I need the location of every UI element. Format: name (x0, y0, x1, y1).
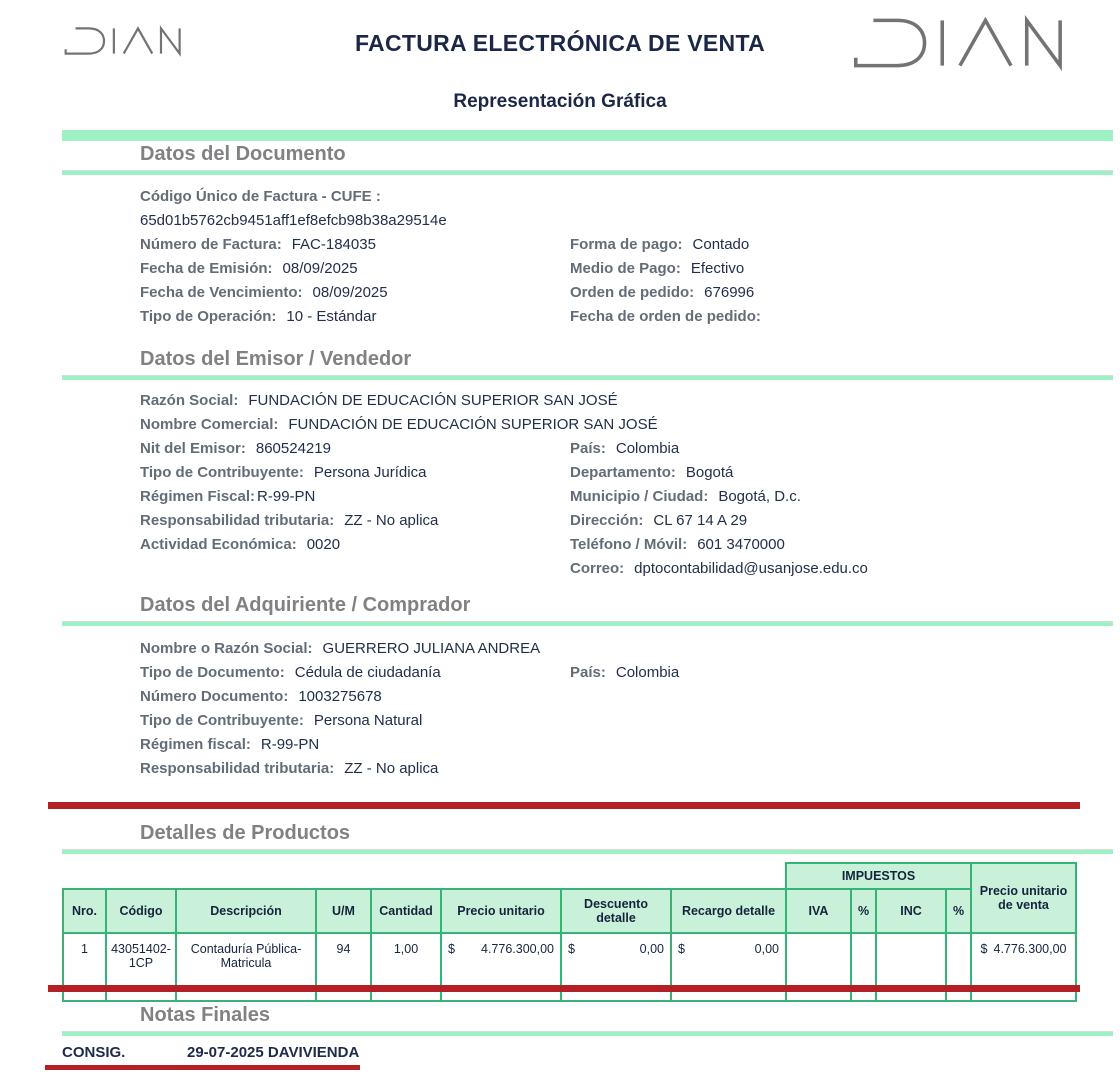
field-label: Medio de Pago: (570, 259, 681, 277)
field-row-medio-pago (570, 256, 771, 280)
cell-cantidad: 1,00 (371, 933, 441, 1001)
column-header-recargo: Recargo detalle (671, 889, 786, 933)
column-header-um: U/M (316, 889, 371, 933)
field-label: Dirección: (570, 511, 644, 529)
field-row-cufe (140, 184, 1113, 208)
field-value: Cédula de ciudadanía (294, 663, 441, 681)
field-value: Efectivo (690, 259, 745, 277)
field-row-orden-pedido (570, 280, 771, 304)
field-row-correo (570, 556, 868, 580)
field-label: Actividad Económica: (140, 535, 297, 553)
red-divider-bottom (48, 985, 1080, 992)
field-row-nombre-comercial (140, 412, 1113, 436)
dian-logo-right (842, 12, 1068, 74)
field-value: R-99-PN (257, 487, 316, 505)
field-value: ZZ - No aplica (344, 511, 439, 529)
column-header-iva-pct: % (851, 889, 876, 933)
field-label: Orden de pedido: (570, 283, 695, 301)
emisor-right-column (570, 436, 868, 580)
red-divider-top (48, 802, 1080, 809)
field-value: 08/09/2025 (282, 259, 358, 277)
documento-right-column (570, 232, 771, 328)
section-title-adquiriente: Datos del Adquiriente / Comprador (62, 594, 1113, 622)
field-row-municipio (570, 484, 868, 508)
field-label: Número Documento: (140, 687, 289, 705)
field-value: CL 67 14 A 29 (653, 511, 748, 529)
field-value: dptocontabilidad@usanjose.edu.co (634, 559, 868, 577)
field-label: Tipo de Operación: (140, 307, 277, 325)
field-row-razon-social (140, 388, 1113, 412)
field-label: Forma de pago: (570, 235, 683, 253)
field-label: Responsabilidad tributaria: (140, 759, 335, 777)
section-emisor-header (62, 348, 1113, 380)
cufe-value: 65d01b5762cb9451aff1ef8efcb98b38a29514e (140, 211, 447, 229)
currency-symbol: $ (568, 942, 575, 956)
note-consig: CONSIG. (62, 1044, 126, 1061)
amount: 4.776.300,00 (993, 942, 1067, 956)
column-header-inc: INC (876, 889, 946, 933)
field-row-numero-documento (140, 684, 1113, 708)
field-value: R-99-PN (260, 735, 320, 753)
section-title-notas: Notas Finales (62, 1004, 1113, 1032)
field-label: Régimen Fiscal: (140, 487, 256, 505)
amount: 4.776.300,00 (481, 942, 554, 956)
section-title-productos: Detalles de Productos (62, 822, 1113, 850)
adquiriente-right-column (570, 660, 679, 684)
column-header-precio-unitario: Precio unitario (441, 889, 561, 933)
cell-nro: 1 (63, 933, 106, 1001)
field-label: Nombre Comercial: (140, 415, 279, 433)
field-value: 860524219 (255, 439, 331, 457)
field-label: Tipo de Documento: (140, 663, 285, 681)
amount: 0,00 (639, 942, 664, 956)
column-header-precio-venta: Precio unitario de venta (971, 863, 1076, 933)
field-value: Persona Natural (313, 711, 423, 729)
field-value: Persona Jurídica (313, 463, 427, 481)
table-header-spacer (63, 863, 786, 889)
field-value: 08/09/2025 (312, 283, 388, 301)
field-value: Contado (692, 235, 750, 253)
document-title: FACTURA ELECTRÓNICA DE VENTA (354, 30, 766, 56)
field-value: FUNDACIÓN DE EDUCACIÓN SUPERIOR SAN JOSÉ (288, 415, 658, 433)
field-label: Fecha de Vencimiento: (140, 283, 303, 301)
impuestos-group-header: IMPUESTOS (786, 863, 971, 889)
section-title-emisor: Datos del Emisor / Vendedor (62, 348, 1113, 376)
column-header-iva: IVA (786, 889, 851, 933)
mint-band (62, 130, 1113, 141)
field-value: ZZ - No aplica (344, 759, 439, 777)
field-value: 676996 (704, 283, 755, 301)
section-title-documento: Datos del Documento (62, 143, 1113, 171)
field-value: 1003275678 (298, 687, 382, 705)
currency-symbol: $ (448, 942, 455, 956)
field-label: Tipo de Contribuyente: (140, 711, 304, 729)
cell-codigo: 43051402-1CP (106, 933, 176, 1001)
field-label: País: (570, 663, 606, 681)
field-label: Fecha de orden de pedido: (570, 307, 761, 325)
field-value: Colombia (615, 439, 680, 457)
field-label: Departamento: (570, 463, 676, 481)
section-productos-header (62, 822, 1113, 854)
section-adquiriente-body (62, 636, 1113, 780)
note-red-underline (45, 1065, 360, 1070)
column-header-inc-pct: % (946, 889, 971, 933)
field-label: Nit del Emisor: (140, 439, 246, 457)
mint-underline (62, 850, 1113, 854)
column-header-codigo: Código (106, 889, 176, 933)
field-value: FAC-184035 (291, 235, 376, 253)
section-documento-header (62, 143, 1113, 175)
field-label: País: (570, 439, 606, 457)
column-header-descuento: Descuento detalle (561, 889, 671, 933)
mint-underline (62, 622, 1113, 626)
products-table (62, 862, 1077, 1002)
section-emisor-body (62, 388, 1113, 577)
field-value: Bogotá (685, 463, 734, 481)
field-value: 601 3470000 (697, 535, 785, 553)
cell-descripcion: Contaduría Pública-Matricula (176, 933, 316, 1001)
currency-symbol: $ (678, 942, 685, 956)
amount: 0,00 (754, 942, 779, 956)
field-row-fecha-orden-pedido (570, 304, 771, 328)
field-label: Régimen fiscal: (140, 735, 251, 753)
field-row-regimen-fiscal-adq (140, 732, 1113, 756)
field-label: Correo: (570, 559, 625, 577)
field-label: Teléfono / Móvil: (570, 535, 688, 553)
cufe-label: Código Único de Factura - CUFE : (140, 187, 381, 205)
field-row-direccion (570, 508, 868, 532)
field-row-pais-adq (570, 660, 679, 684)
field-value: Colombia (615, 663, 680, 681)
section-adquiriente-header (62, 594, 1113, 626)
column-header-descripcion: Descripción (176, 889, 316, 933)
field-row-pais-emisor (570, 436, 868, 460)
field-value: 10 - Estándar (286, 307, 377, 325)
mint-underline (62, 1032, 1113, 1036)
field-row-departamento (570, 460, 868, 484)
mint-underline (62, 171, 1113, 175)
note-date-bank: 29-07-2025 DAVIVIENDA (187, 1044, 360, 1061)
cell-um: 94 (316, 933, 371, 1001)
field-label: Responsabilidad tributaria: (140, 511, 335, 529)
field-value: Bogotá, D.c. (718, 487, 801, 505)
field-label: Número de Factura: (140, 235, 282, 253)
field-row-tipo-contribuyente-adq (140, 708, 1113, 732)
field-row-cufe-value (140, 208, 1113, 232)
column-header-nro: Nro. (63, 889, 106, 933)
field-value: FUNDACIÓN DE EDUCACIÓN SUPERIOR SAN JOSÉ (248, 391, 618, 409)
field-row-telefono (570, 532, 868, 556)
column-header-cantidad: Cantidad (371, 889, 441, 933)
field-label: Tipo de Contribuyente: (140, 463, 304, 481)
document-subtitle: Representación Gráfica (453, 91, 667, 112)
field-value: GUERRERO JULIANA ANDREA (322, 639, 541, 657)
field-row-responsabilidad-adq (140, 756, 1113, 780)
field-label: Fecha de Emisión: (140, 259, 273, 277)
section-documento-body (62, 184, 1113, 328)
mint-underline (62, 376, 1113, 380)
field-label: Razón Social: (140, 391, 239, 409)
field-row-nombre-razon-social (140, 636, 1113, 660)
section-notas-header (62, 1004, 1113, 1036)
field-value: 0020 (306, 535, 341, 553)
field-label: Nombre o Razón Social: (140, 639, 313, 657)
field-label: Municipio / Ciudad: (570, 487, 709, 505)
currency-symbol: $ (980, 942, 988, 956)
field-row-forma-pago (570, 232, 771, 256)
